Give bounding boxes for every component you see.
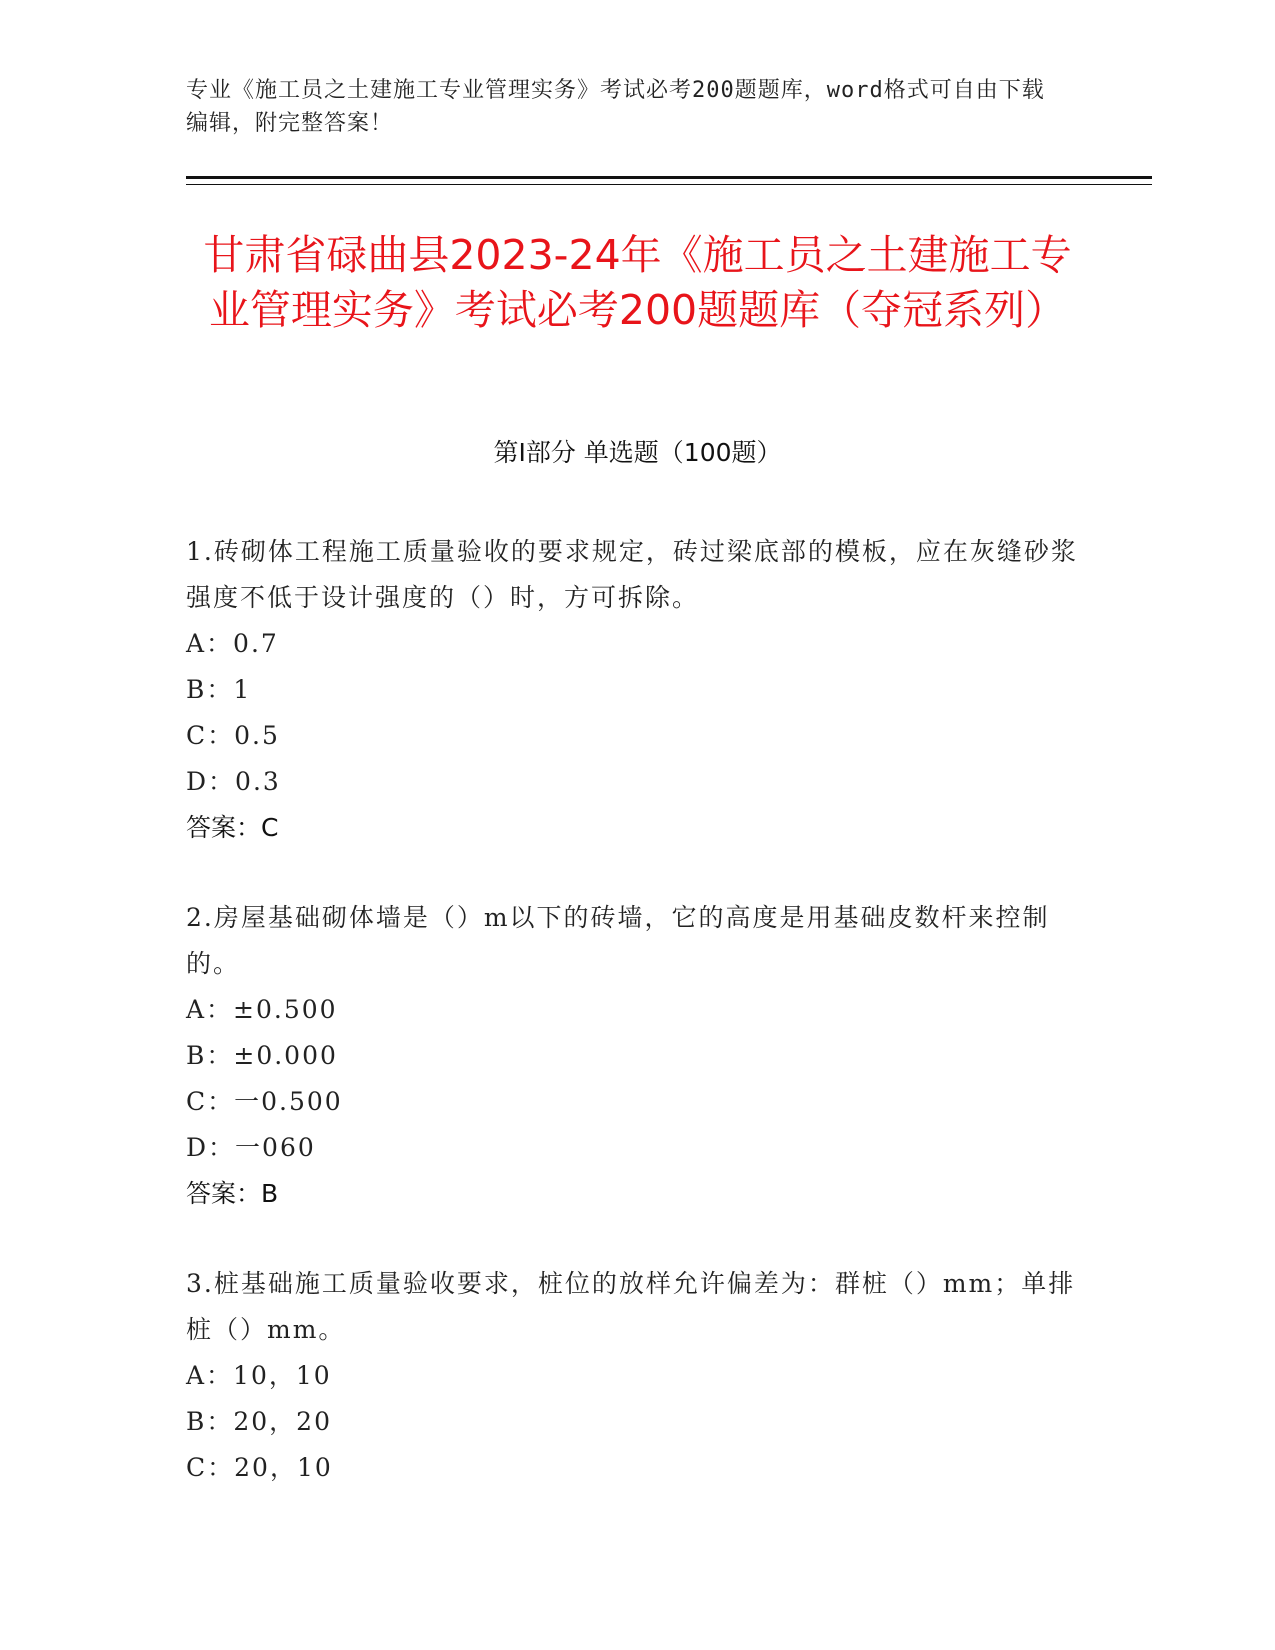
option-b: B：20，20: [186, 1407, 332, 1436]
option-a: A：10，10: [186, 1361, 332, 1390]
question-text: 2.房屋基础砌体墙是（）m以下的砖墙，它的高度是用基础皮数杆来控制的。: [186, 903, 1050, 978]
answer-line: 答案：B: [186, 1179, 279, 1208]
option-a: A：0.7: [186, 629, 279, 658]
question-text: 3.桩基础施工质量验收要求，桩位的放样允许偏差为：群桩（）mm；单排桩（）mm。: [186, 1269, 1076, 1344]
header-divider-thick: [186, 176, 1152, 179]
document-title: 甘肃省碌曲县2023-24年《施工员之土建施工专业管理实务》考试必考200题题库（夺冠系列）: [203, 231, 1072, 334]
option-a: A：±0.500: [186, 995, 338, 1024]
question-text: 1.砖砌体工程施工质量验收的要求规定，砖过梁底部的模板，应在灰缝砂浆强度不低于设计强度的（）时，方可拆除。: [186, 537, 1078, 612]
option-c: C：20，10: [186, 1453, 333, 1482]
question-item: [186, 1261, 1086, 1491]
option-c: C：0.5: [186, 721, 280, 750]
option-c: C：一0.500: [186, 1087, 343, 1116]
header-divider-thin: [186, 184, 1152, 185]
header-note: 专业《施工员之土建施工专业管理实务》考试必考200题题库，word格式可自由下载编辑，附完整答案！: [186, 78, 1045, 136]
answer-line: 答案：C: [186, 813, 279, 842]
option-b: B：1: [186, 675, 252, 704]
question-item: [186, 895, 1086, 1217]
option-b: B：±0.000: [186, 1041, 338, 1070]
option-d: D：一060: [186, 1133, 316, 1162]
question-item: [186, 529, 1086, 851]
option-d: D：0.3: [186, 767, 281, 796]
question-list: [186, 529, 1086, 1535]
section-title: 第I部分 单选题（100题）: [493, 438, 782, 467]
